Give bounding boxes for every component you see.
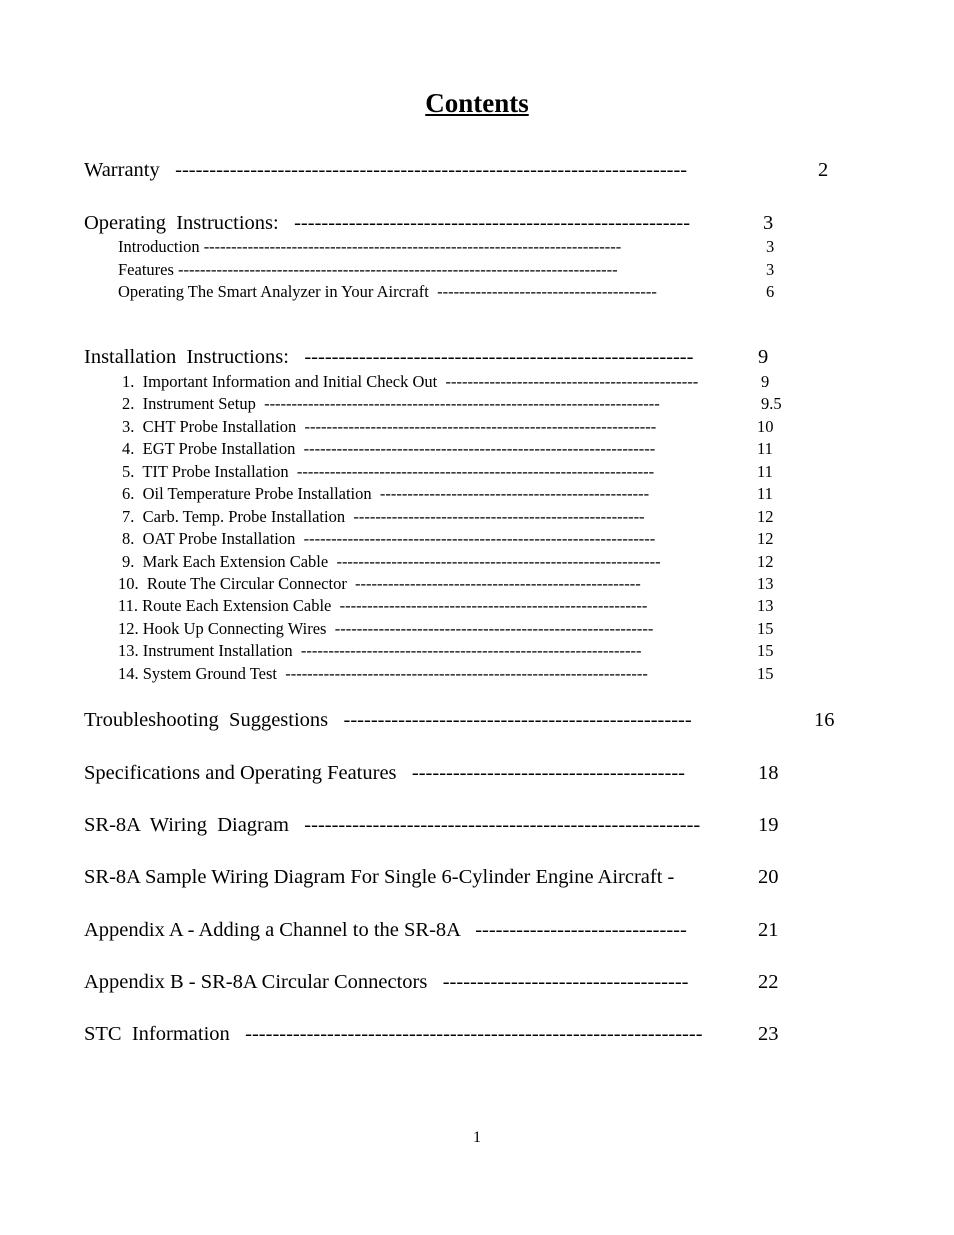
toc-subentry: 5. TIT Probe Installation ----------------------------------------------------------------- <box>122 462 655 481</box>
toc-subpage: 15 <box>757 664 774 683</box>
toc-subentry: 14. System Ground Test ------------------------------------------------------------------ <box>118 664 648 683</box>
toc-entry-sample-wiring-diagram: SR-8A Sample Wiring Diagram For Single 6-Cylinder Engine Aircraft - <box>84 866 675 888</box>
toc-entry-troubleshooting: Troubleshooting Suggestions --------------------------------------------------- <box>84 709 692 731</box>
toc-subentry: 7. Carb. Temp. Probe Installation ----------------------------------------------------- <box>122 507 645 526</box>
toc-entry-operating-instructions: Operating Instructions: ---------------------------------------------------------- <box>84 212 691 234</box>
toc-subpage: 15 <box>757 619 774 638</box>
toc-subentry: 1. Important Information and Initial Check Out ---------------------------------------------- <box>122 372 699 391</box>
toc-subpage: 10 <box>757 417 774 436</box>
toc-entry-appendix-b: Appendix B - SR-8A Circular Connectors ------------------------------------ <box>84 971 689 993</box>
toc-entry-warranty: Warranty --------------------------------------------------------------------------- <box>84 159 688 181</box>
toc-subentry: 8. OAT Probe Installation ---------------------------------------------------------------- <box>122 529 656 548</box>
toc-subpage: 3 <box>766 260 775 279</box>
toc-page-stc-information: 23 <box>758 1023 779 1045</box>
toc-page-sample-wiring-diagram: 20 <box>758 866 779 888</box>
toc-subpage: 9 <box>761 372 770 391</box>
toc-subpage: 13 <box>757 574 774 593</box>
toc-subpage: 15 <box>757 641 774 660</box>
toc-subpage: 11 <box>757 484 773 503</box>
toc-subentry: 4. EGT Probe Installation ---------------------------------------------------------------- <box>122 439 656 458</box>
toc-entry-stc-information: STC Information ------------------------------------------------------------------- <box>84 1023 703 1045</box>
toc-subpage: 12 <box>757 507 774 526</box>
toc-entry-specifications: Specifications and Operating Features ---------------------------------------- <box>84 762 685 784</box>
toc-subpage: 12 <box>757 552 774 571</box>
toc-subentry: 10. Route The Circular Connector ---------------------------------------------------- <box>118 574 641 593</box>
toc-subentry: 9. Mark Each Extension Cable ----------------------------------------------------------- <box>122 552 661 571</box>
toc-page-appendix-a: 21 <box>758 919 779 941</box>
toc-subentry: 3. CHT Probe Installation ---------------------------------------------------------------- <box>122 417 657 436</box>
toc-entry-wiring-diagram: SR-8A Wiring Diagram ---------------------------------------------------------- <box>84 814 701 836</box>
toc-page-operating-instructions: 3 <box>763 212 774 234</box>
toc-subpage: 11 <box>757 439 773 458</box>
toc-page-specifications: 18 <box>758 762 779 784</box>
toc-subentry: 2. Instrument Setup ------------------------------------------------------------------------ <box>122 394 660 413</box>
toc-subentry: Operating The Smart Analyzer in Your Aircraft ---------------------------------------- <box>118 282 657 301</box>
toc-page-troubleshooting: 16 <box>814 709 835 731</box>
toc-page-appendix-b: 22 <box>758 971 779 993</box>
toc-subentry: Introduction ---------------------------------------------------------------------------- <box>118 237 622 256</box>
toc-page-warranty: 2 <box>818 159 829 181</box>
toc-page-installation-instructions: 9 <box>758 346 769 368</box>
page-number: 1 <box>473 1129 481 1146</box>
toc-subentry: 6. Oil Temperature Probe Installation ------------------------------------------------- <box>122 484 650 503</box>
toc-subpage: 12 <box>757 529 774 548</box>
toc-subentry: 13. Instrument Installation -------------------------------------------------------------- <box>118 641 642 660</box>
toc-subentry: Features -------------------------------------------------------------------------------- <box>118 260 618 279</box>
toc-subentry: 12. Hook Up Connecting Wires ---------------------------------------------------------- <box>118 619 654 638</box>
toc-subentry: 11. Route Each Extension Cable -------------------------------------------------------- <box>118 596 648 615</box>
toc-page-wiring-diagram: 19 <box>758 814 779 836</box>
toc-subpage: 11 <box>757 462 773 481</box>
toc-entry-appendix-a: Appendix A - Adding a Channel to the SR-8A ------------------------------- <box>84 919 687 941</box>
page-title: Contents <box>425 88 529 118</box>
toc-subpage: 6 <box>766 282 775 301</box>
toc-subpage: 3 <box>766 237 775 256</box>
toc-subpage: 9.5 <box>761 394 782 413</box>
toc-subpage: 13 <box>757 596 774 615</box>
toc-entry-installation-instructions: Installation Instructions: --------------------------------------------------------- <box>84 346 694 368</box>
